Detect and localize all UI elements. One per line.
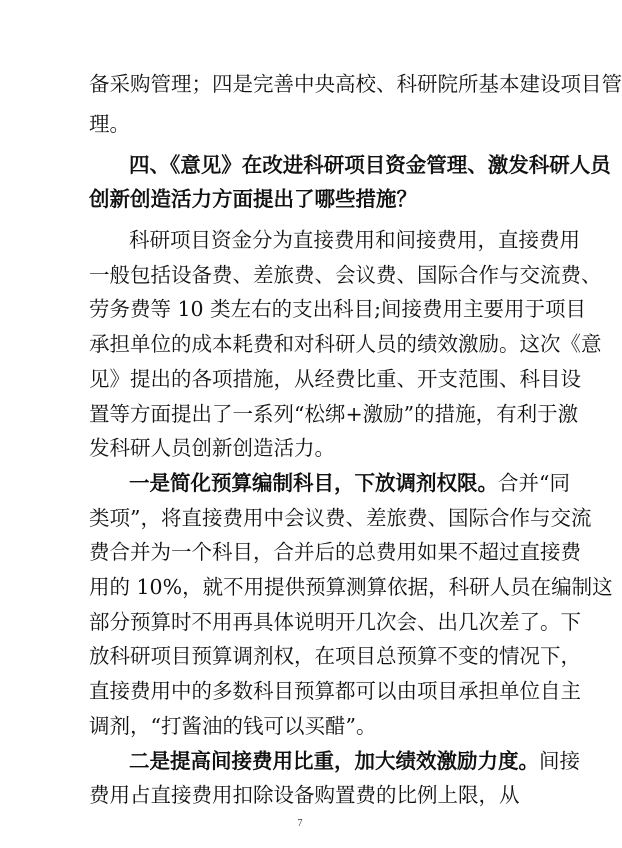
paragraph-line: 备采购管理；四是完善中央高校、科研院所基本建设项目管 — [89, 72, 622, 96]
paragraph-line: 部分预算时不用再具体说明开几次会、出几次差了。下 — [89, 610, 581, 634]
section-heading: 创新创造活力方面提出了哪些措施？ — [89, 187, 417, 211]
paragraph-line: 用的 10%，就不用提供预算测算依据，科研人员在编制这 — [89, 575, 613, 599]
paragraph-line: 科研项目资金分为直接费用和间接费用，直接费用 — [129, 228, 580, 252]
paragraph-line — [129, 748, 580, 774]
paragraph-text: 间接 — [539, 749, 580, 773]
paragraph-line: 理。 — [89, 112, 130, 136]
paragraph-line: 承担单位的成本耗费和对科研人员的绩效激励。这次《意 — [89, 332, 602, 356]
paragraph-line: 置等方面提出了一系列“松绑+激励”的措施，有利于激 — [89, 402, 579, 426]
paragraph-line: 一般包括设备费、差旅费、会议费、国际合作与交流费、 — [89, 263, 602, 287]
paragraph-line: 放科研项目预算调剂权，在项目总预算不变的情况下， — [89, 644, 581, 668]
paragraph-line: 劳务费等 10 类左右的支出科目;间接费用主要用于项目 — [89, 297, 587, 321]
paragraph-line: 调剂，“打酱油的钱可以买醋”。 — [89, 714, 377, 738]
paragraph-line: 费合并为一个科目，合并后的总费用如果不超过直接费 — [89, 540, 581, 564]
paragraph-line: 费用占直接费用扣除设备购置费的比例上限，从 — [89, 783, 520, 807]
bold-lead-phrase: 一是简化预算编制科目，下放调剂权限。 — [129, 471, 498, 495]
paragraph-line: 类项”，将直接费用中会议费、差旅费、国际合作与交流 — [89, 506, 592, 530]
paragraph-line: 见》提出的各项措施，从经费比重、开支范围、科目设 — [89, 367, 581, 391]
paragraph-line: 直接费用中的多数科目预算都可以由项目承担单位自主 — [89, 679, 581, 703]
section-heading: 四、《意见》在改进科研项目资金管理、激发科研人员 — [129, 153, 611, 177]
bold-lead-phrase: 二是提高间接费用比重，加大绩效激励力度。 — [129, 749, 539, 773]
paragraph-line — [129, 470, 570, 496]
paragraph-line: 发科研人员创新创造活力。 — [89, 436, 335, 460]
paragraph-text: 合并“同 — [498, 471, 570, 495]
page-number: 7 — [297, 818, 303, 829]
